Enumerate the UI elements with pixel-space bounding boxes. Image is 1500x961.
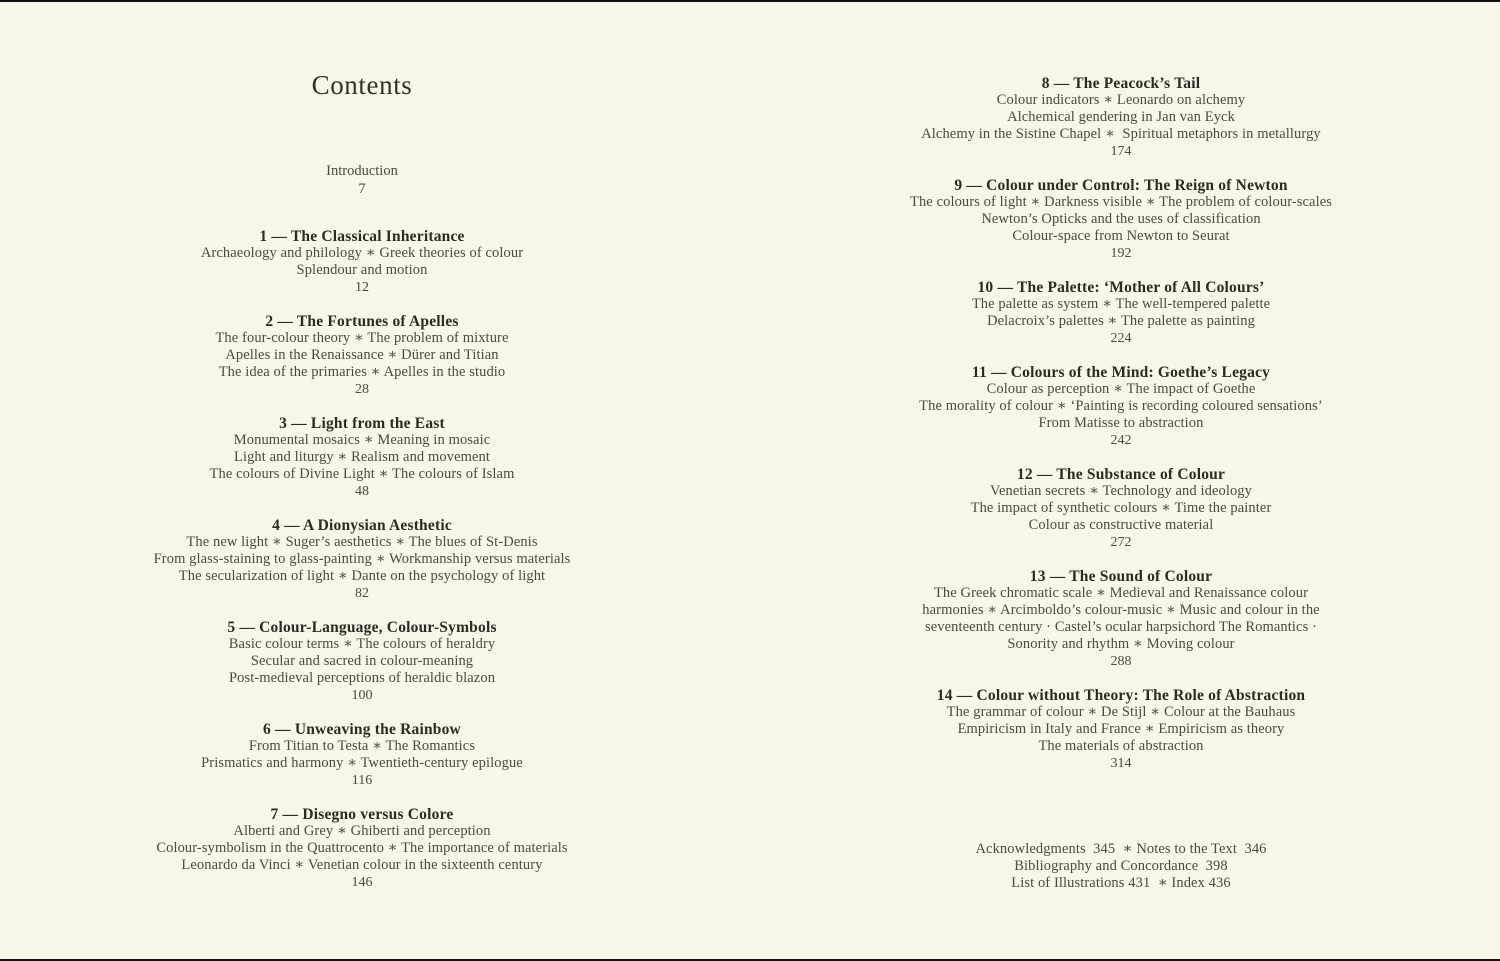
chapter-page-number: 100 [351, 688, 373, 703]
chapter-heading: 3 — Light from the East [279, 415, 445, 432]
chapter-subtitle-line: Prismatics and harmony ∗ Twentieth-century epilogue [201, 755, 523, 771]
backmatter-line: Acknowledgments 345 ∗ Notes to the Text 346 [975, 841, 1267, 857]
chapter-subtitle-line: Newton’s Opticks and the uses of classification [981, 211, 1261, 227]
chapter-subtitle-line: Empiricism in Italy and France ∗ Empiricism as theory [957, 721, 1285, 737]
left-chapter-list [52, 228, 672, 891]
chapter-block [811, 568, 1431, 670]
chapter-heading: 2 — The Fortunes of Apelles [265, 313, 459, 330]
chapter-page-number: 272 [1110, 535, 1132, 550]
chapter-subtitle-line: Splendour and motion [296, 262, 428, 278]
chapter-page-number: 146 [351, 875, 373, 890]
chapter-page-number: 116 [351, 773, 373, 788]
chapter-block [811, 364, 1431, 449]
chapter-heading: 10 — The Palette: ‘Mother of All Colours’ [977, 279, 1265, 296]
chapter-subtitle-line: The new light ∗ Suger’s aesthetics ∗ The blues of St-Denis [186, 534, 538, 550]
chapter-heading: 7 — Disegno versus Colore [270, 806, 454, 823]
right-page-column [811, 75, 1431, 892]
chapter-page-number: 224 [1110, 331, 1132, 346]
chapter-subtitle-line: Colour as perception ∗ The impact of Goethe [986, 381, 1256, 397]
backmatter-line: Bibliography and Concordance 398 [1014, 858, 1228, 874]
chapter-subtitle-line: The morality of colour ∗ ‘Painting is recording coloured sensations’ [919, 398, 1323, 414]
chapter-heading: 1 — The Classical Inheritance [259, 228, 465, 245]
chapter-page-number: 314 [1110, 756, 1132, 771]
chapter-subtitle-line: The four-colour theory ∗ The problem of mixture [215, 330, 509, 346]
chapter-page-number: 82 [355, 586, 369, 601]
chapter-subtitle-line: seventeenth century · Castel’s ocular harpsichord The Romantics · [925, 619, 1317, 635]
chapter-subtitle-line: The idea of the primaries ∗ Apelles in the studio [218, 364, 506, 380]
chapter-block [52, 228, 672, 296]
contents-title: Contents [311, 70, 413, 100]
chapter-page-number: 12 [355, 280, 369, 295]
chapter-heading: 8 — The Peacock’s Tail [1041, 75, 1201, 92]
chapter-subtitle-line: Post-medieval perceptions of heraldic blazon [228, 670, 496, 686]
chapter-subtitle-line: Alberti and Grey ∗ Ghiberti and perception [233, 823, 491, 839]
chapter-subtitle-line: Sonority and rhythm ∗ Moving colour [1007, 636, 1235, 652]
chapter-subtitle-line: Colour-space from Newton to Seurat [1012, 228, 1230, 244]
chapter-subtitle-line: Colour as constructive material [1028, 517, 1214, 533]
chapter-subtitle-line: Leonardo da Vinci ∗ Venetian colour in the sixteenth century [181, 857, 543, 873]
chapter-heading: 12 — The Substance of Colour [1016, 466, 1226, 483]
introduction-label: Introduction [326, 163, 398, 179]
chapter-heading: 6 — Unweaving the Rainbow [263, 721, 461, 738]
chapter-block [52, 517, 672, 602]
chapter-heading: 5 — Colour-Language, Colour-Symbols [227, 619, 497, 636]
introduction-page-number: 7 [358, 181, 366, 197]
chapter-block [52, 806, 672, 891]
backmatter-line: List of Illustrations 431 ∗ Index 436 [1011, 875, 1231, 891]
chapter-heading: 14 — Colour without Theory: The Role of Abstraction [936, 687, 1306, 704]
chapter-block [52, 721, 672, 789]
chapter-subtitle-line: Apelles in the Renaissance ∗ Dürer and Titian [225, 347, 499, 363]
chapter-subtitle-line: The materials of abstraction [1038, 738, 1204, 754]
top-edge-rule [0, 0, 1500, 2]
chapter-block [811, 687, 1431, 772]
chapter-subtitle-line: Monumental mosaics ∗ Meaning in mosaic [233, 432, 491, 448]
chapter-subtitle-line: From Matisse to abstraction [1038, 415, 1204, 431]
chapter-page-number: 288 [1110, 654, 1132, 669]
chapter-subtitle-line: Secular and sacred in colour-meaning [250, 653, 474, 669]
chapter-subtitle-line: harmonies ∗ Arcimboldo’s colour-music ∗ Music and colour in the [922, 602, 1320, 618]
chapter-subtitle-line: The colours of light ∗ Darkness visible ∗ The problem of colour-scales [910, 194, 1332, 210]
chapter-subtitle-line: Alchemy in the Sistine Chapel ∗ Spiritual metaphors in metallurgy [921, 126, 1321, 142]
chapter-page-number: 242 [1110, 433, 1132, 448]
chapter-block [811, 466, 1431, 551]
chapter-block [811, 75, 1431, 160]
chapter-subtitle-line: Alchemical gendering in Jan van Eyck [1007, 109, 1235, 125]
chapter-subtitle-line: Colour-symbolism in the Quattrocento ∗ The importance of materials [156, 840, 568, 856]
right-chapter-list [811, 75, 1431, 772]
chapter-subtitle-line: Venetian secrets ∗ Technology and ideology [989, 483, 1253, 499]
chapter-subtitle-line: Delacroix’s palettes ∗ The palette as painting [987, 313, 1255, 329]
chapter-subtitle-line: From glass-staining to glass-painting ∗ Workmanship versus materials [153, 551, 571, 567]
chapter-heading: 11 — Colours of the Mind: Goethe’s Legacy [971, 364, 1271, 381]
chapter-subtitle-line: The colours of Divine Light ∗ The colours of Islam [209, 466, 515, 482]
backmatter-section [811, 841, 1431, 892]
chapter-subtitle-line: Colour indicators ∗ Leonardo on alchemy [996, 92, 1246, 108]
chapter-subtitle-line: Archaeology and philology ∗ Greek theories of colour [200, 245, 524, 261]
chapter-block [52, 313, 672, 398]
chapter-block [811, 279, 1431, 347]
chapter-heading: 13 — The Sound of Colour [1029, 568, 1213, 585]
chapter-subtitle-line: Light and liturgy ∗ Realism and movement [233, 449, 491, 465]
chapter-heading: 4 — A Dionysian Aesthetic [272, 517, 452, 534]
chapter-page-number: 28 [355, 382, 369, 397]
chapter-subtitle-line: The grammar of colour ∗ De Stijl ∗ Colour at the Bauhaus [946, 704, 1296, 720]
chapter-subtitle-line: From Titian to Testa ∗ The Romantics [248, 738, 476, 754]
chapter-block [811, 177, 1431, 262]
chapter-heading: 9 — Colour under Control: The Reign of Newton [954, 177, 1288, 194]
introduction-entry [52, 162, 672, 198]
chapter-block [52, 619, 672, 704]
chapter-page-number: 192 [1110, 246, 1132, 261]
chapter-page-number: 48 [355, 484, 369, 499]
chapter-subtitle-line: The secularization of light ∗ Dante on the psychology of light [178, 568, 546, 584]
chapter-block [52, 415, 672, 500]
chapter-subtitle-line: The palette as system ∗ The well-tempered palette [971, 296, 1271, 312]
chapter-subtitle-line: Basic colour terms ∗ The colours of heraldry [228, 636, 496, 652]
left-page-column [52, 70, 672, 908]
chapter-subtitle-line: The Greek chromatic scale ∗ Medieval and Renaissance colour [933, 585, 1309, 601]
chapter-subtitle-line: The impact of synthetic colours ∗ Time the painter [970, 500, 1272, 516]
chapter-page-number: 174 [1110, 144, 1132, 159]
